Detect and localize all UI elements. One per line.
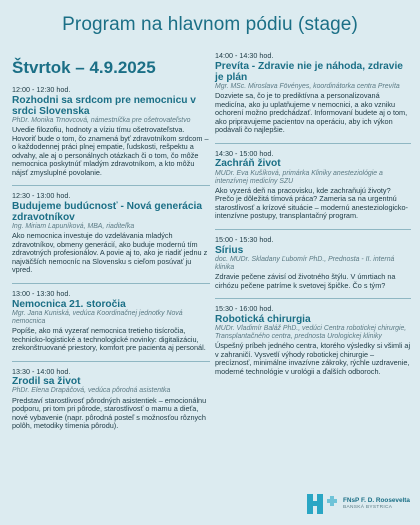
divider [12,283,210,284]
item-description: Uvedie filozofiu, hodnoty a víziu tímu ošetrovateľstva. Hovoriť bude o tom, čo znamená byť zdravotníkom srdcom – o každodennej práci plnej empatie, ľudskosti, rešpektu a odvahy, ale aj o personálnych otázkach či o tom, čo môže nemocnica poskytnúť mladým zdravotníkom, a kto môžu nájsť zmysluplné povolanie. [12,125,209,177]
schedule-item [215,305,411,376]
item-time: 15:00 - 15:30 hod. [215,234,274,244]
hospital-logo [305,491,410,517]
item-description: Predstaví starostlivosť pôrodných asistentiek – emocionálnu podporu, pri tom pri pôrode, starostlivosť o mamu a dieťa, nové vybavenie (napr. pôrodná posteľ s možnosťou rôznych polôh, metodiky tímenia pôrodu). [12,395,207,431]
item-time: 15:30 - 16:00 hod. [215,304,274,314]
item-time: 12:00 - 12:30 hod. [12,85,71,94]
item-speaker: Mgr. MSc. Miroslava Fövényes, koordinátorka centra Prevíta [215,83,400,90]
schedule-item [12,368,210,431]
item-speaker: PhDr. Elena Drapáčová, vedúca pôrodná asistentka [12,387,171,395]
schedule-item [215,52,411,135]
item-title: Sírius [215,244,244,256]
item-time: 14:00 - 14:30 hod. [215,51,274,60]
divider [12,361,210,362]
item-title: Nemocnica 21. storočia [12,298,126,310]
schedule-item [12,192,210,275]
divider [215,298,411,299]
schedule-item [12,290,210,353]
page-title: Program na hlavnom pódiu (stage) [62,14,358,35]
divider [215,229,411,230]
schedule-item [12,86,210,177]
item-title: Robotická chirurgia [215,313,311,325]
item-description: Ako vyzerá deň na pracovisku, kde zachraňujú životy? Prečo je dôležitá tímová práca? Zameria sa na urgentnú starostlivosť a krízové situácie – modernú anesteziologicko-intenzívne postupy, transplantačný program. [215,185,408,221]
item-description: Úspešný príbeh jedného centra, ktorého výsledky si všimli aj v zahraničí. Vysvetlí výhody robotickej chirurgie – precíznosť, minimálne invazívne zákroky, rýchle uzdravenie, moderné technológie v urológii a ďalších odboroch. [215,341,411,376]
item-title: Zrodil sa život [12,376,81,388]
item-speaker: Mgr. Jana Kuniská, vedúca Koordinačnej jednotky Nová nemocnica [12,309,183,325]
item-description: Popíše, ako má vyzerať nemocnica tretieho tisícročia, technicko-logistické a technologické novinky: digitalizáciu, zrekonštruované priestory, komfort pre pacienta aj personál. [12,326,206,353]
item-description: Zdravie pečene závisí od životného štýlu. V úmrtiach na cirhózu pečene patríme k svetovej špičke. Čo s tým? [215,272,396,290]
logo-name: FNsP F. D. Roosevelta [342,497,410,505]
item-speaker: doc. MUDr. Skladany Ľubomír PhD., Prednosta - II. interná klinika [215,255,395,271]
item-speaker: PhDr. Monika Trnovcová, námestníčka pre ošetrovateľstvo [12,117,191,124]
item-title: Prevíta - Zdravie nie je náhoda, zdravie je plán [215,60,403,83]
schedule-column-left [12,86,210,439]
item-title: Zachráň život [215,158,281,170]
item-time: 12:30 - 13:00 hod. [12,191,71,201]
item-description: Dozviete sa, čo je to prediktívna a personalizovaná medicína, ako ju uplatňujeme v nemocnici, a ako vzniku ochorení možno predchádzať. Informovaní budete aj o tom, ako pripravujeme pacientov na operáciu, aby ich výkon podávali čo najlepšie. [215,91,408,135]
item-title: Budujeme budúcnosť - Nová generácia zdravotníkov [12,200,202,223]
item-speaker: MUDr. Eva Kušíková, primárka Kliniky anesteziológie a intenzívnej medicíny SZU [215,169,383,185]
logo-city: BANSKÁ BYSTRICA [342,504,393,510]
item-description: Ako nemocnica investuje do vzdelávania mladých zdravotníkov, obmeny generácií, ako buduje modernú tím zdravotných profesionálov. A povie aj to, ako je riadiť jednu z najväčších nemocníc na Slovensku s cieľom posúvať ju vpred. [12,231,208,275]
schedule-column-right [215,52,411,384]
item-time: 13:00 - 13:30 hod. [12,288,71,298]
logo-text [343,497,410,511]
divider [215,143,411,144]
item-title: Rozhodni sa srdcom pre nemocnicu v srdci Slovenska [12,94,196,117]
schedule-item [215,236,411,290]
medical-cross-icon [305,491,339,517]
item-time: 13:30 - 14:00 hod. [12,366,71,376]
item-speaker: Ing. Miriam Lapuníková, MBA, riaditeľka [12,223,135,231]
schedule-item [215,150,411,221]
item-speaker: MUDr. Vladimír Baláž PhD., vedúci Centra robotickej chirurgie, Transplantačného centra, prednosta Urologickej kliniky [215,324,407,341]
event-date: Štvrtok – 4.9.2025 [12,58,156,77]
divider [12,185,210,186]
item-time: 14:30 - 15:00 hod. [215,148,274,158]
